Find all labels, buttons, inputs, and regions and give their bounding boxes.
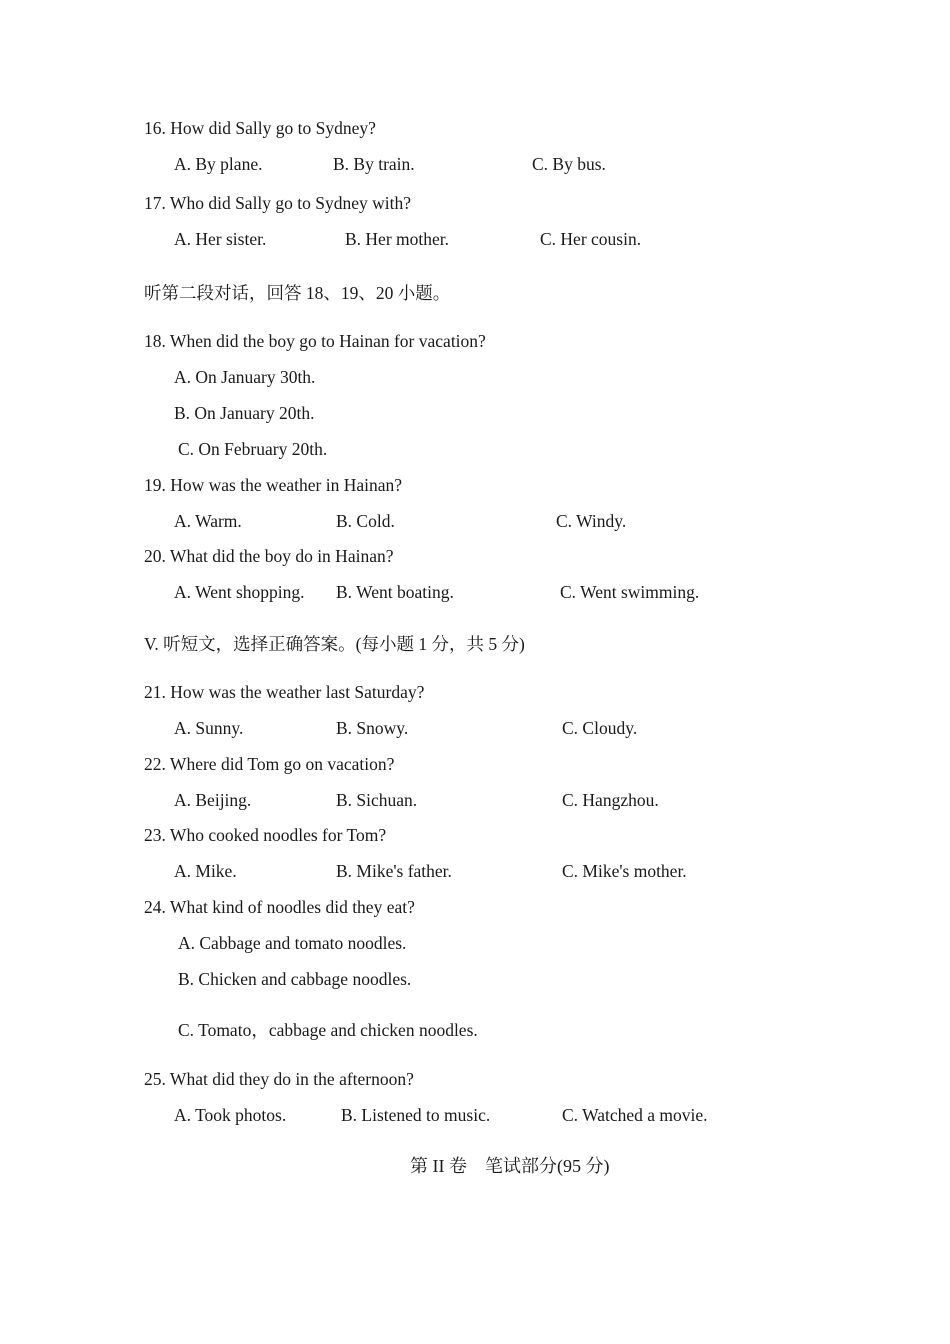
option-19b: B. Cold. xyxy=(336,511,395,531)
question-18: 18. When did the boy go to Hainan for vacation? xyxy=(144,331,486,351)
question-17: 17. Who did Sally go to Sydney with? xyxy=(144,193,412,213)
question-25: 25. What did they do in the afternoon? xyxy=(144,1069,414,1089)
option-22b: B. Sichuan. xyxy=(336,790,418,810)
option-24b: B. Chicken and cabbage noodles. xyxy=(178,969,412,989)
section-heading-dialog-2: 听第二段对话，回答 18、19、20 小题。 xyxy=(144,283,451,303)
option-24c: C. Tomato，cabbage and chicken noodles. xyxy=(178,1020,478,1040)
option-25b: B. Listened to music. xyxy=(341,1105,491,1125)
option-20b: B. Went boating. xyxy=(336,582,454,602)
option-20a: A. Went shopping. xyxy=(174,582,305,602)
option-21b: B. Snowy. xyxy=(336,718,409,738)
option-23c: C. Mike's mother. xyxy=(562,861,687,881)
option-17b: B. Her mother. xyxy=(345,229,450,249)
option-24a: A. Cabbage and tomato noodles. xyxy=(178,933,407,953)
option-19c: C. Windy. xyxy=(556,511,627,531)
option-17a: A. Her sister. xyxy=(174,229,267,249)
option-18a: A. On January 30th. xyxy=(174,367,316,387)
question-20: 20. What did the boy do in Hainan? xyxy=(144,546,394,566)
question-22: 22. Where did Tom go on vacation? xyxy=(144,754,395,774)
question-23: 23. Who cooked noodles for Tom? xyxy=(144,825,387,845)
option-22c: C. Hangzhou. xyxy=(562,790,659,810)
question-16: 16. How did Sally go to Sydney? xyxy=(144,118,376,138)
option-22a: A. Beijing. xyxy=(174,790,252,810)
option-20c: C. Went swimming. xyxy=(560,582,700,602)
option-19a: A. Warm. xyxy=(174,511,242,531)
option-16b: B. By train. xyxy=(333,154,415,174)
question-19: 19. How was the weather in Hainan? xyxy=(144,475,403,495)
option-23a: A. Mike. xyxy=(174,861,237,881)
option-17c: C. Her cousin. xyxy=(540,229,642,249)
option-25a: A. Took photos. xyxy=(174,1105,287,1125)
option-23b: B. Mike's father. xyxy=(336,861,452,881)
option-21c: C. Cloudy. xyxy=(562,718,638,738)
option-18c: C. On February 20th. xyxy=(178,439,328,459)
question-21: 21. How was the weather last Saturday? xyxy=(144,682,425,702)
option-16a: A. By plane. xyxy=(174,154,263,174)
option-18b: B. On January 20th. xyxy=(174,403,315,423)
option-21a: A. Sunny. xyxy=(174,718,244,738)
question-24: 24. What kind of noodles did they eat? xyxy=(144,897,415,917)
option-16c: C. By bus. xyxy=(532,154,606,174)
option-25c: C. Watched a movie. xyxy=(562,1105,708,1125)
part-2-title: 第 II 卷 笔试部分(95 分) xyxy=(410,1156,610,1176)
section-heading-v: V. 听短文，选择正确答案。(每小题 1 分，共 5 分) xyxy=(144,634,525,654)
